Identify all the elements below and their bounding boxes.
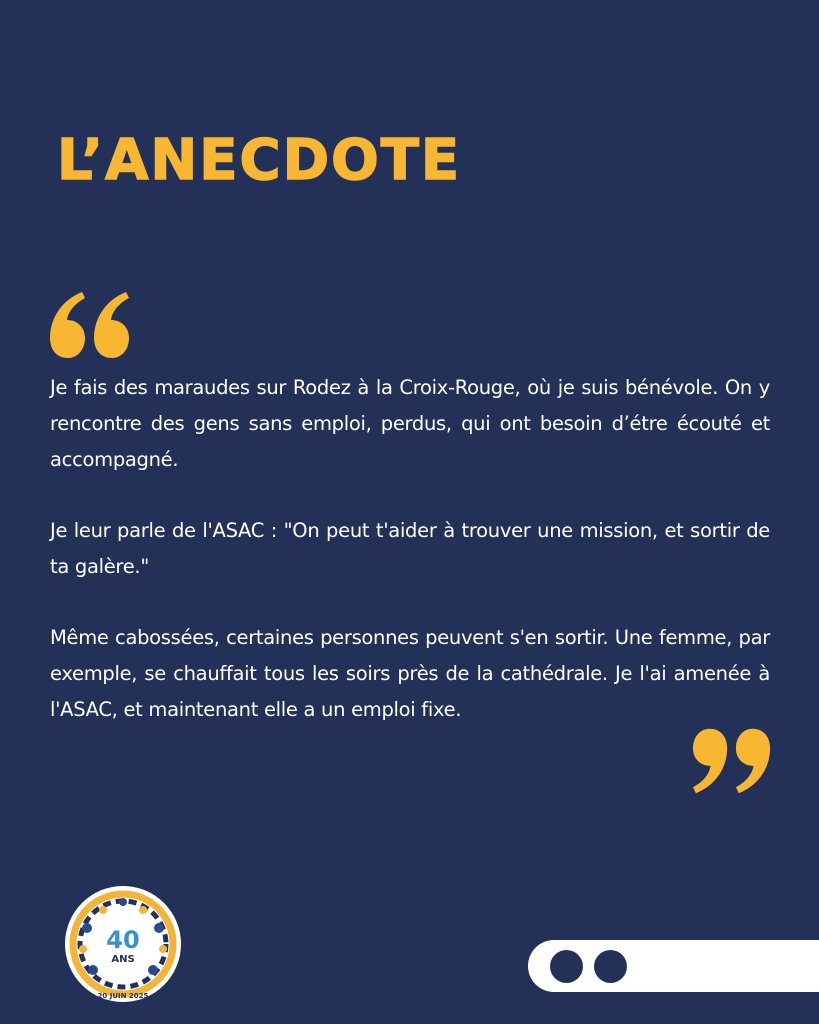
pager-dot[interactable] xyxy=(594,950,627,983)
logo-number: 40 xyxy=(106,926,140,954)
close-quote-icon xyxy=(692,728,772,794)
open-quote-icon xyxy=(48,292,130,358)
quote-paragraph: Même cabossées, certaines personnes peuvent s'en sortir. Une femme, par exemple, se chauffait tous les soirs près de la cathédrale. Je l'ai amenée à l'ASAC, et maintenant elle a un emploi fixe. xyxy=(50,626,770,721)
anecdote-quote xyxy=(50,370,770,763)
quote-paragraph: Je fais des maraudes sur Rodez à la Croix-Rouge, où je suis bénévole. On y rencontre des gens sans emploi, perdus, qui ont besoin d’étre écouté et accompagné. xyxy=(50,376,770,471)
carousel-pager xyxy=(528,940,819,992)
logo-date: 20 JUIN 2025 xyxy=(97,992,149,1000)
logo-label: ANS xyxy=(111,954,135,965)
quote-paragraph: Je leur parle de l'ASAC : "On peut t'aider à trouver une mission, et sortir de ta galère." xyxy=(50,519,770,578)
anniversary-logo xyxy=(63,884,183,1004)
pager-dot[interactable] xyxy=(550,950,583,983)
page-title: L’ANECDOTE xyxy=(57,128,462,193)
